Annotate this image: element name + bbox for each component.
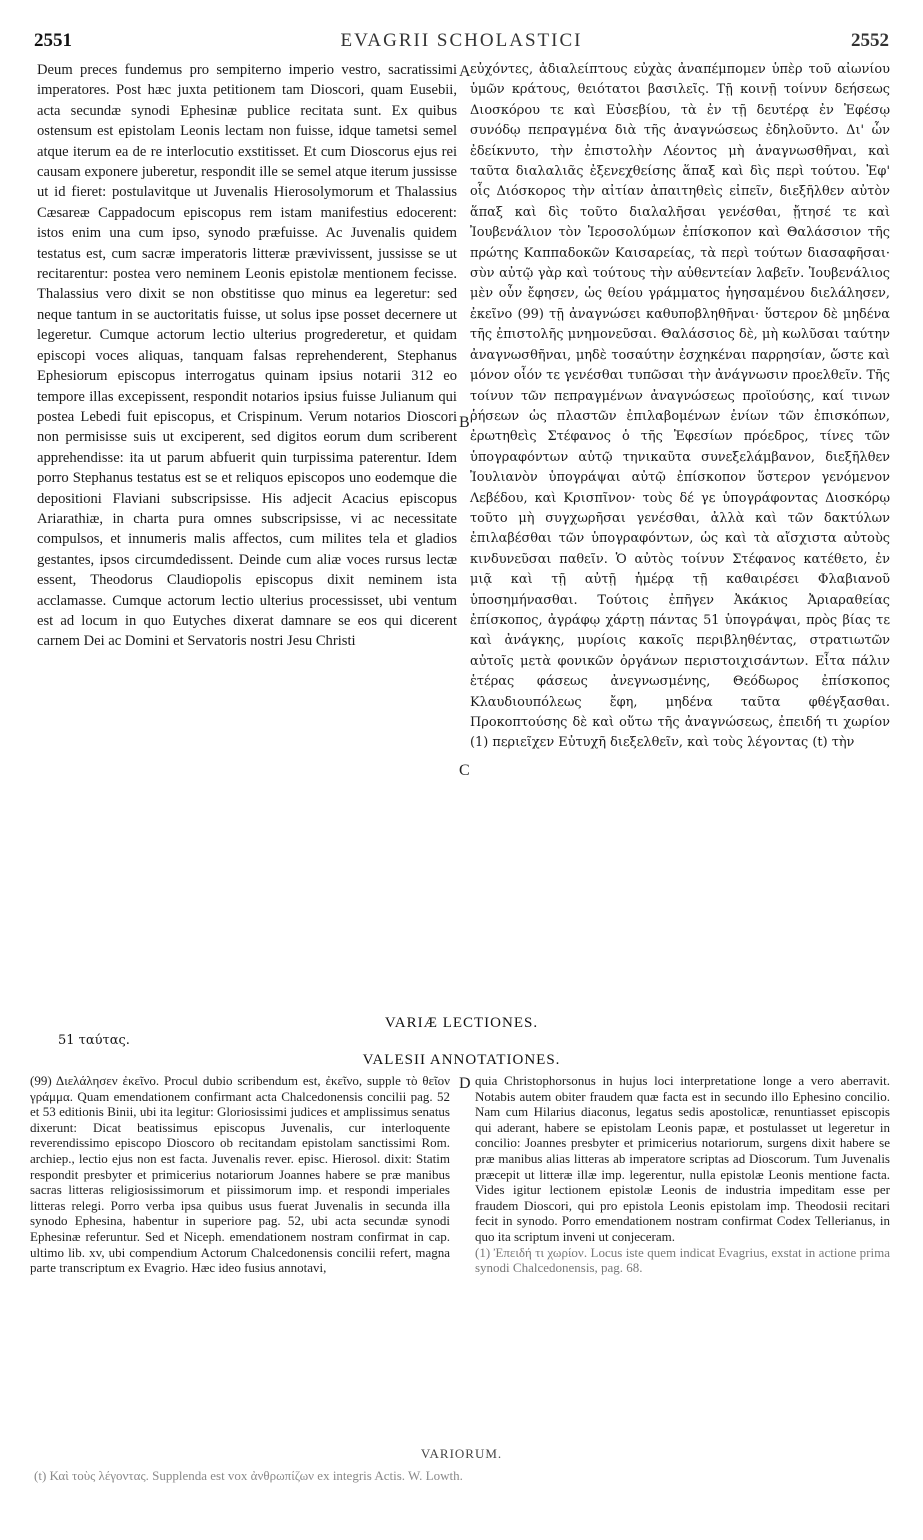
page-number-left: 2551	[34, 30, 72, 51]
variorum-heading: VARIORUM.	[420, 1446, 503, 1461]
valesii-annotations-left	[30, 1073, 450, 1276]
page-number-right: 2552	[851, 30, 889, 51]
running-header	[34, 30, 889, 54]
variorum-note: (t) Καὶ τοὺς λέγοντας. Supplenda est vox ἀνθρωπίζων ex integris Actis. W. Lowth.	[34, 1468, 463, 1483]
variae-lectiones-item: 51 ταύτας.	[58, 1033, 130, 1048]
margin-marker-b: B	[459, 414, 470, 431]
greek-column	[470, 60, 890, 754]
latin-column	[37, 60, 457, 652]
running-title: EVAGRII SCHOLASTICI	[340, 30, 583, 51]
margin-marker-d: D	[459, 1075, 471, 1092]
latin-text: Deum preces fundemus pro sempiterno imperio vestro, sacratissimi imperatores. Post hæc juxta petitionem tam Dioscori, quam Eusebii, acta secundæ synodi Ephesinæ publice recitata sunt. Ex quibus ostensum est epistolam Leonis lectam non fuisse, idque tametsi semel atque iterum ea de re interlocutio exstitisset. Et cum Dioscorus ejus rei causam exponere juberetur, respondit ille se semel atque iterum jussisse ut id fieret: postulavitque ut Juvenalis Hierosolymorum et Thalassius Cæsareæ Cappadocum episcopus rem istam manifestius edocerent: istos enim una cum ipso, synodo præfuisse. Ac Juvenalis quidem testatus est, cum sacræ imperatoris litteræ prævivissent, jussisse se ut recitarentur: postea vero neminem Leonis epistolæ mentionem fecisse. Thalassius vero dixit se non obstitisse quo minus ea legeretur: sed neque tantum in se auctoritatis fuisse, ut solus ipse posset decernere ut legeretur. Cumque actorum lectio ulterius progrederetur, et quidam episcopi voces aliquas, tanquam falsas reprehenderent, Stephanus Ephesiorum episcopus interrogatus quinam ipsius notarii 312 eo tempore illas excepissent, respondit notarios ipsius fuisse Julianum qui postea Lebedi fuit episcopus, et Crispinum. Verum notarios Dioscori non permisisse suis ut exciperent, sed digitos eorum dum scriberent apprehendisse: ita ut parum abfuerit quin turpissima paterentur. Idem porro Stephanus testatus est se et reliquos episcopos uno eodemque die depositioni Flaviani subscripsisse. His adjecit Acacius episcopus Ariarathiæ, in charta pura omnes subscripsisse, vi ac necessitate compulsos, et innumeris malis affectos, cum milites tela et gladios gestantes, ipsos circumdedissent. Deinde cum aliæ voces rursus lectæ essent, Theodorus Claudiopolis episcopus dixit neminem ista acclamasse. Cumque actorum lectio ulterius processisset, ubi ventum est ad locum in quo Eutyches dixerat damnare se eos qui dicerent carnem Dei ac Domini et Servatoris nostri Jesu Christi	[37, 62, 457, 650]
annotation-1: (1) Ἐπειδή τι χωρίον. Locus iste quem indicat Evagrius, exstat in actione prima synodi Chalcedonensis, pag. 68.	[475, 1244, 890, 1276]
annotation-99: (99) Διελάλησεν ἐκεῖνο. Procul dubio scribendum est, ἐκεῖνο, supple τὸ θεῖον γράμμα. Quam emendationem confirmant acta Chalcedonensis concilii pag. 52 et 53 editionis Binii, ubi ita legitur: Gloriosissimi judices et amplissimus senatus dixerunt: Dicat beatissimus episcopus Juvenalis, cur interloquente reverendissimo episcopo Dioscoro ob recitandam epistolam sanctissimi Rom. archiep., lectio ejus non est facta. Juvenalis rever. episc. Hierosol. dixit: Statim respondit presbyter et primicerius notariorum Joannes habere se præ manibus sacras litteras religiosissimorum et piissimorum imp. et respondi imperiales litteras relegi. Porro verba ipsa quibus usus fuerat Juvenalis in secunda illa synodo Ephesina, habentur in superiore pag. 52, ubi acta secundæ synodi Ephesinæ referuntur. Sed et Niceph. emendationem nostram confirmat in cap. ultimo lib. xv, ubi compendium Actorum Chalcedonensis concilii refert, magna parte transcriptum ex Evagrio. Hæc ideo fusius annotavi,	[30, 1073, 450, 1276]
greek-text: εὐχόντες, ἀδιαλείπτους εὐχὰς ἀναπέμπομεν ὑπὲρ τοῦ αἰωνίου ὑμῶν κράτους, θειότατοι βασιλεῖς. Τῇ κοινῇ τοίνυν δεήσεως Διοσκόρου τε καὶ Εὐσεβίου, τὰ ἐν τῇ δευτέρᾳ ἐν Ἐφέσῳ συνόδῳ πεπραγμένα διὰ τῆς ἀναγνώσεως ἐδηλοῦντο. Δι' ὧν ἐδείκνυτο, τὴν ἐπιστολὴν Λέοντος μὴ ἀναγνωσθῆναι, καὶ ταῦτα διαλαλιᾶς ἐξενεχθείσης ἅπαξ καὶ δὶς περὶ τούτου. Ἐφ' οἷς Διόσκορος τὴν αἰτίαν ἀπαιτηθεὶς εἰπεῖν, διεξῆλθεν αὐτὸν ἅπαξ καὶ δὶς τοῦτο διαλαλῆσαι γενέσθαι, ᾔτησέ τε καὶ Ἰουβενάλιον τὸν Ἱεροσολύμων ἐπίσκοπον καὶ Θαλάσσιον τῆς πρώτης Καππαδοκῶν Καισαρείας, τὰ περὶ τούτων διασαφῆσαι· σὺν αὐτῷ γὰρ καὶ τούτους τὴν αὐθεντείαν λαβεῖν. Ἰουβενάλιος μὲν οὖν ἔφησεν, ὡς θείου γράμματος ἡγησαμένου διελάλησεν, ἐκεῖνο (99) τῇ ἀναγνώσει καθυποβληθῆναι· ὕστερον δὲ μηδένα τῆς ἐπιστολῆς μνημονεῦσαι. Θαλάσσιος δὲ, μὴ κωλῦσαι ταύτην ἀναγνωσθῆναι, μηδὲ τοσαύτην ἐσχηκέναι παρρησίαν, ὥστε καὶ μόνον οἷόν τε γενέσθαι τυπῶσαι τὴν ἀνάγνωσιν προελθεῖν. Τῆς τοίνυν τῶν πεπραγμένων ἀναγνώσεως προϊούσης, καί τινων ῥήσεων ὡς πλαστῶν ἐπιλαβομένων ἐνίων τῶν ἐπισκόπων, ἐρωτηθεὶς Στέφανος ὁ τῆς Ἐφεσίων πρόεδρος, τίνες τῶν ὑπογραφόντων αὐτῷ τηνικαῦτα συνεξελάμβανον, διεξῆλθεν Ἰουλιανὸν ὑπογράψαι αὐτῷ ἐπίσκοπον ὕστερον γενόμενον Λεβέδου, καὶ Κρισπῖνον· τοὺς δέ γε ὑπογράφοντας Διοσκόρῳ τοῦτο μὴ συγχωρῆσαι γενέσθαι, ἀλλὰ καὶ τῶν δακτύλων ἐπιλαβέσθαι τῶν ὑπογραφόντων, ὡς καὶ τὰ αἴσχιστα αὐτοὺς κινδυνεῦσαι παθεῖν. Ὁ αὐτὸς τοίνυν Στέφανος κατέθετο, ἐν μιᾷ καὶ τῇ αὐτῇ ἡμέρᾳ τῇ καθαιρέσει Φλαβιανοῦ ὑποσημήνασθαι. Τούτοις ἐπῆγεν Ἀκάκιος Ἀριαραθείας ἐπίσκοπος, ἀγράφῳ χάρτῃ πάντας 51 ὑπογράψαι, πρὸς βίας τε καὶ ἀνάγκης, μυρίοις κακοῖς περιβληθέντας, στρατιωτῶν αὐτοῖς μετὰ φονικῶν ὀργάνων περιστοιχισάντων. Εἶτα πάλιν ἑτέρας φάσεως ἀνεγνωσμένης, Θεόδωρος ἐπίσκοπος Κλαυδιουπόλεως ἔφη, μηδένα ταῦτα φθέγξασθαι. Προκοπτούσης δὲ καὶ οὕτω τῆς ἀναγνώσεως, ἐπειδή τι χωρίον (1) περιεῖχεν Εὐτυχῆ διεξελθεῖν, καὶ τοὺς λέγοντας (t) τὴν	[470, 62, 890, 751]
valesii-heading: VALESII ANNOTATIONES.	[362, 1052, 561, 1068]
annotation-99-continued: quia Christophorsonus in hujus loci interpretatione longe a vero aberravit. Notabis autem obiter fraudem quæ facta est in secundo illo Ephesino concilio. Nam cum Hilarius diaconus, legatus sedis apostolicæ, renuntiasset episcopis qui aderant, habere se epistolam Leonis papæ, et postulasset ut legeretur in concilio: Joannes presbyter et primicerius notariorum, surgens dixit habere se præ manibus alias litteras ab imperatore scriptas ad Dioscorum. Tum Juvenalis præcepit ut litteræ illæ imp. legerentur, nulla epistolæ Leonis mentione facta. Vides igitur lectionem epistolæ Leonis de industria impeditam esse per fraudem Dioscori, qui pro epistola Leonis epistolam imp. Theodosii recitari fecit in synodo. Porro emendationem nostram confirmat Codex Tellerianus, in quo ita scriptum inveni ut conjeceram.	[475, 1073, 890, 1244]
valesii-annotations-right	[475, 1073, 890, 1276]
margin-marker-c: C	[459, 762, 470, 779]
margin-marker-a: A	[459, 63, 471, 80]
variae-lectiones-heading: VARIÆ LECTIONES.	[384, 1015, 539, 1031]
